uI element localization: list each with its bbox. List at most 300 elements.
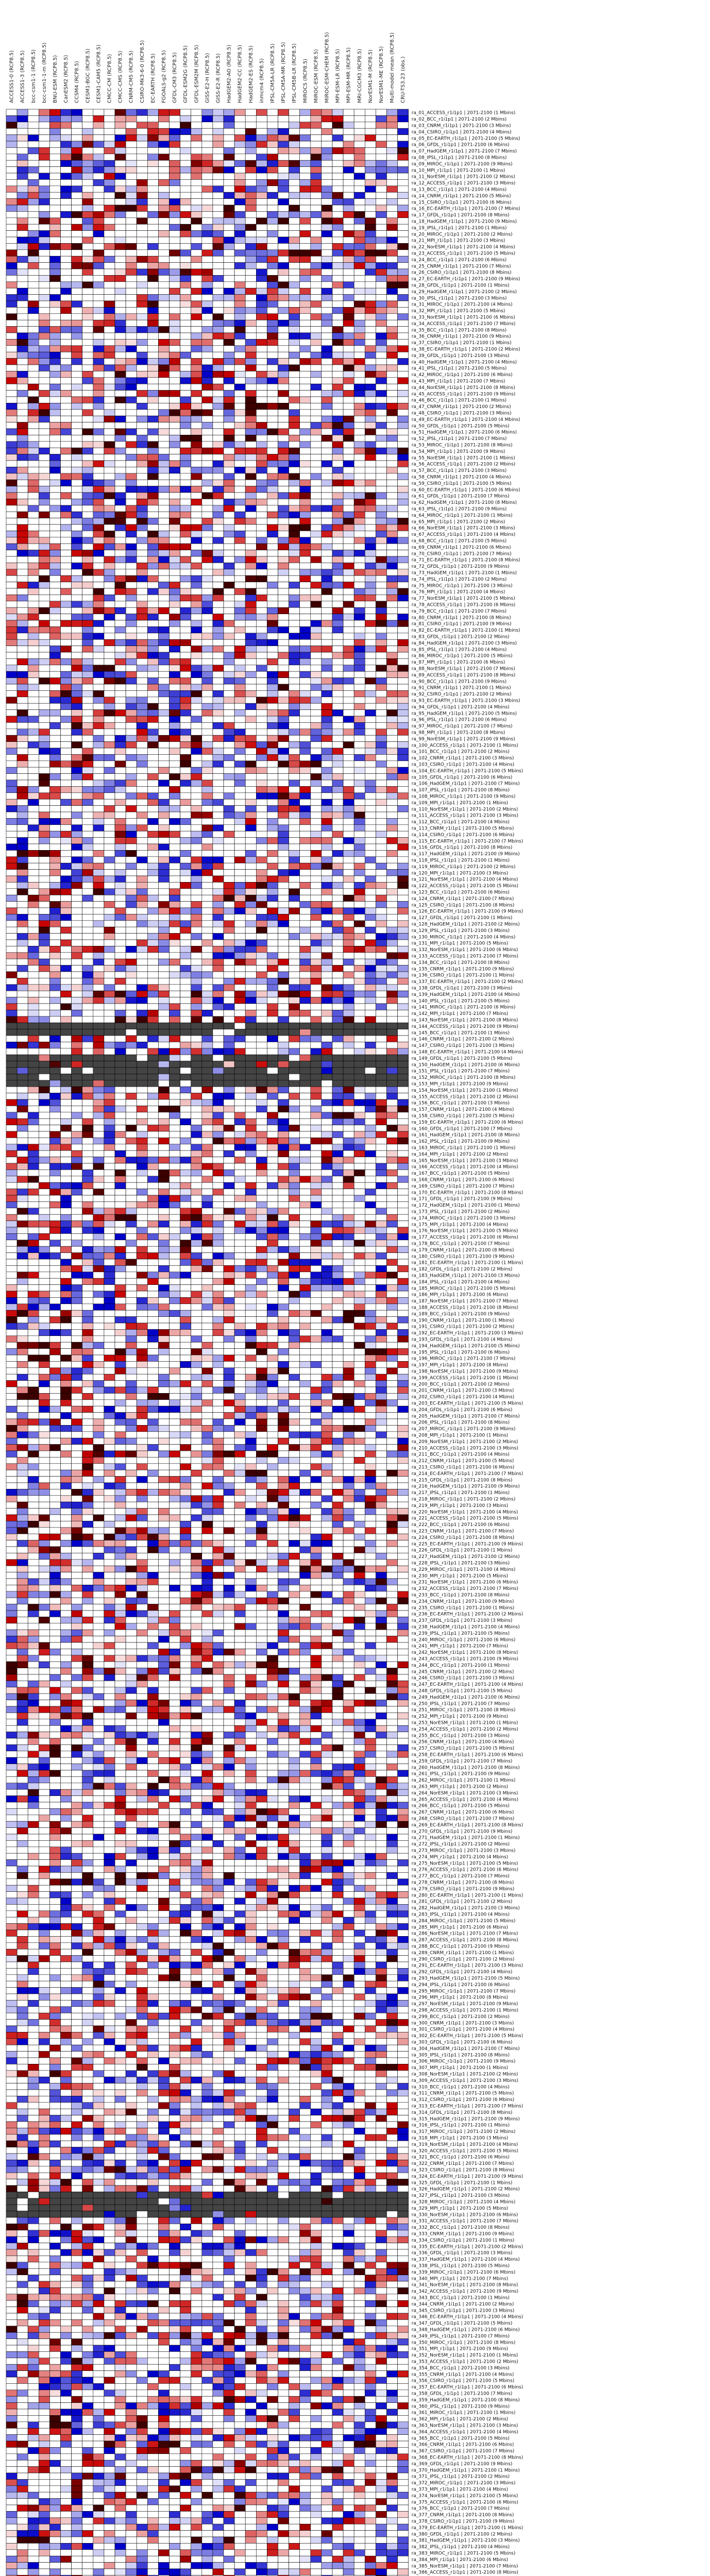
- heatmap-cell: [343, 652, 354, 658]
- heatmap-cell: [28, 250, 39, 256]
- heatmap-cell: [137, 652, 147, 658]
- heatmap-cell: [61, 135, 72, 141]
- heatmap-cell: [343, 397, 354, 403]
- heatmap-cell: [104, 889, 115, 895]
- heatmap-cell: [104, 544, 115, 550]
- heatmap-cell: [191, 327, 202, 333]
- heatmap-cell: [6, 825, 17, 831]
- heatmap-cell: [82, 684, 93, 690]
- heatmap-cell: [104, 940, 115, 946]
- heatmap-cell: [376, 186, 386, 192]
- heatmap-cell: [104, 742, 115, 748]
- heatmap-cell: [158, 250, 169, 256]
- heatmap-cell: [332, 422, 343, 429]
- heatmap-cell: [191, 505, 202, 512]
- heatmap-cell: [387, 742, 398, 748]
- heatmap-cell: [137, 646, 147, 652]
- heatmap-cell: [311, 467, 322, 473]
- heatmap-cell: [180, 531, 191, 537]
- heatmap-cell: [61, 914, 72, 920]
- heatmap-cell: [300, 384, 311, 390]
- heatmap-cell: [104, 499, 115, 505]
- heatmap-cell: [202, 748, 213, 754]
- heatmap-cell: [72, 524, 82, 531]
- heatmap-cell: [234, 115, 245, 122]
- heatmap-cell: [61, 588, 72, 595]
- heatmap-cell: [72, 352, 82, 358]
- heatmap-cell: [191, 895, 202, 901]
- heatmap-cell: [267, 742, 278, 748]
- heatmap-cell: [311, 806, 322, 812]
- heatmap-cell: [28, 812, 39, 818]
- heatmap-cell: [267, 135, 278, 141]
- heatmap-cell: [278, 927, 289, 933]
- heatmap-cell: [93, 461, 104, 467]
- heatmap-cell: [387, 346, 398, 352]
- heatmap-cell: [300, 505, 311, 512]
- column-label: IPSL-CM5A-MR (RCP8.5): [281, 42, 287, 103]
- heatmap-cell: [93, 391, 104, 397]
- heatmap-cell: [49, 179, 60, 185]
- heatmap-cell: [39, 607, 49, 614]
- heatmap-cell: [137, 882, 147, 888]
- heatmap-cell: [311, 729, 322, 735]
- heatmap-cell: [354, 927, 365, 933]
- heatmap-cell: [245, 275, 256, 281]
- heatmap-cell: [322, 442, 332, 448]
- heatmap-cell: [365, 263, 376, 269]
- heatmap-cell: [278, 639, 289, 646]
- heatmap-cell: [256, 902, 267, 908]
- heatmap-cell: [256, 799, 267, 805]
- heatmap-cell: [398, 505, 409, 512]
- heatmap-cell: [398, 128, 409, 134]
- heatmap-cell: [311, 314, 322, 320]
- heatmap-cell: [126, 154, 137, 160]
- heatmap-cell: [104, 626, 115, 633]
- heatmap-cell: [115, 512, 126, 518]
- heatmap-cell: [61, 595, 72, 601]
- heatmap-cell: [278, 588, 289, 595]
- heatmap-cell: [202, 806, 213, 812]
- heatmap-cell: [354, 243, 365, 249]
- heatmap-cell: [398, 761, 409, 767]
- heatmap-cell: [245, 646, 256, 652]
- heatmap-cell: [234, 320, 245, 326]
- heatmap-cell: [398, 410, 409, 416]
- heatmap-cell: [137, 902, 147, 908]
- heatmap-cell: [115, 927, 126, 933]
- heatmap-cell: [72, 607, 82, 614]
- heatmap-cell: [300, 544, 311, 550]
- heatmap-cell: [72, 537, 82, 544]
- heatmap-cell: [72, 921, 82, 927]
- heatmap-cell: [126, 940, 137, 946]
- heatmap-cell: [245, 224, 256, 230]
- heatmap-cell: [245, 512, 256, 518]
- heatmap-cell: [17, 780, 28, 786]
- heatmap-cell: [278, 282, 289, 288]
- heatmap-cell: [137, 231, 147, 237]
- heatmap-cell: [256, 914, 267, 920]
- heatmap-cell: [213, 793, 224, 799]
- heatmap-cell: [104, 838, 115, 844]
- heatmap-cell: [147, 716, 158, 722]
- heatmap-cell: [234, 307, 245, 313]
- heatmap-cell: [256, 256, 267, 262]
- heatmap-cell: [332, 205, 343, 211]
- heatmap-cell: [278, 384, 289, 390]
- heatmap-cell: [289, 550, 300, 556]
- heatmap-cell: [343, 186, 354, 192]
- heatmap-cell: [387, 569, 398, 575]
- heatmap-cell: [234, 601, 245, 607]
- heatmap-cell: [147, 921, 158, 927]
- heatmap-cell: [104, 690, 115, 697]
- heatmap-cell: [82, 601, 93, 607]
- heatmap-cell: [365, 620, 376, 626]
- heatmap-cell: [61, 633, 72, 639]
- heatmap-cell: [202, 397, 213, 403]
- heatmap-cell: [224, 722, 234, 728]
- heatmap-cell: [398, 154, 409, 160]
- heatmap-cell: [126, 556, 137, 563]
- heatmap-cell: [104, 793, 115, 799]
- heatmap-cell: [376, 288, 386, 294]
- heatmap-cell: [137, 339, 147, 345]
- heatmap-cell: [104, 160, 115, 166]
- heatmap-cell: [354, 710, 365, 716]
- heatmap-cell: [82, 480, 93, 486]
- heatmap-cell: [115, 818, 126, 824]
- heatmap-cell: [137, 620, 147, 626]
- heatmap-cell: [245, 141, 256, 147]
- heatmap-cell: [365, 690, 376, 697]
- heatmap-cell: [398, 454, 409, 461]
- heatmap-cell: [322, 556, 332, 563]
- heatmap-cell: [72, 359, 82, 365]
- heatmap-cell: [224, 359, 234, 365]
- heatmap-cell: [126, 786, 137, 792]
- heatmap-cell: [322, 633, 332, 639]
- heatmap-cell: [256, 122, 267, 128]
- heatmap-cell: [278, 473, 289, 480]
- heatmap-cell: [354, 626, 365, 633]
- heatmap-cell: [126, 359, 137, 365]
- heatmap-cell: [289, 179, 300, 185]
- heatmap-cell: [170, 365, 180, 371]
- heatmap-cell: [398, 397, 409, 403]
- heatmap-cell: [191, 416, 202, 422]
- heatmap-cell: [213, 263, 224, 269]
- heatmap-cell: [82, 703, 93, 709]
- heatmap-cell: [104, 684, 115, 690]
- heatmap-cell: [376, 799, 386, 805]
- heatmap-cell: [72, 703, 82, 709]
- heatmap-cell: [398, 927, 409, 933]
- heatmap-cell: [82, 531, 93, 537]
- heatmap-cell: [267, 793, 278, 799]
- heatmap-cell: [365, 544, 376, 550]
- heatmap-cell: [398, 620, 409, 626]
- heatmap-cell: [180, 333, 191, 339]
- heatmap-cell: [104, 633, 115, 639]
- heatmap-cell: [158, 115, 169, 122]
- heatmap-cell: [158, 742, 169, 748]
- heatmap-cell: [322, 678, 332, 684]
- heatmap-cell: [343, 403, 354, 409]
- heatmap-cell: [137, 774, 147, 780]
- heatmap-cell: [49, 448, 60, 454]
- heatmap-cell: [158, 397, 169, 403]
- heatmap-cell: [398, 895, 409, 901]
- heatmap-cell: [104, 442, 115, 448]
- heatmap-cell: [180, 122, 191, 128]
- heatmap-cell: [126, 205, 137, 211]
- heatmap-cell: [332, 786, 343, 792]
- heatmap-cell: [158, 921, 169, 927]
- heatmap-cell: [61, 908, 72, 914]
- heatmap-cell: [49, 722, 60, 728]
- heatmap-cell: [245, 806, 256, 812]
- heatmap-cell: [311, 588, 322, 595]
- heatmap-cell: [376, 141, 386, 147]
- heatmap-cell: [104, 863, 115, 869]
- heatmap-cell: [234, 639, 245, 646]
- heatmap-cell: [28, 397, 39, 403]
- heatmap-cell: [343, 722, 354, 728]
- heatmap-cell: [28, 359, 39, 365]
- heatmap-cell: [332, 742, 343, 748]
- heatmap-cell: [39, 109, 49, 115]
- heatmap-cell: [147, 857, 158, 863]
- heatmap-cell: [180, 147, 191, 154]
- heatmap-cell: [224, 135, 234, 141]
- heatmap-cell: [49, 295, 60, 301]
- heatmap-cell: [289, 754, 300, 760]
- heatmap-cell: [158, 186, 169, 192]
- heatmap-cell: [398, 512, 409, 518]
- heatmap-cell: [17, 742, 28, 748]
- heatmap-cell: [158, 429, 169, 435]
- heatmap-cell: [245, 524, 256, 531]
- heatmap-cell: [28, 895, 39, 901]
- heatmap-cell: [49, 256, 60, 262]
- heatmap-cell: [245, 429, 256, 435]
- heatmap-cell: [39, 633, 49, 639]
- heatmap-cell: [322, 601, 332, 607]
- heatmap-cell: [343, 167, 354, 173]
- heatmap-cell: [224, 486, 234, 493]
- heatmap-cell: [137, 729, 147, 735]
- heatmap-cell: [104, 678, 115, 684]
- heatmap-cell: [170, 908, 180, 914]
- heatmap-cell: [28, 658, 39, 665]
- heatmap-cell: [170, 652, 180, 658]
- heatmap-cell: [398, 218, 409, 224]
- heatmap-cell: [137, 282, 147, 288]
- heatmap-cell: [376, 473, 386, 480]
- heatmap-cell: [191, 652, 202, 658]
- heatmap-cell: [72, 403, 82, 409]
- heatmap-cell: [170, 550, 180, 556]
- heatmap-cell: [267, 563, 278, 569]
- heatmap-cell: [300, 442, 311, 448]
- heatmap-cell: [343, 115, 354, 122]
- heatmap-cell: [278, 722, 289, 728]
- heatmap-cell: [387, 716, 398, 722]
- heatmap-cell: [147, 173, 158, 179]
- heatmap-cell: [267, 531, 278, 537]
- heatmap-cell: [245, 550, 256, 556]
- heatmap-cell: [398, 940, 409, 946]
- heatmap-cell: [126, 327, 137, 333]
- heatmap-cell: [158, 109, 169, 115]
- heatmap-cell: [49, 128, 60, 134]
- heatmap-cell: [72, 812, 82, 818]
- heatmap-cell: [104, 806, 115, 812]
- heatmap-cell: [300, 870, 311, 876]
- heatmap-cell: [278, 633, 289, 639]
- heatmap-cell: [72, 173, 82, 179]
- heatmap-cell: [245, 716, 256, 722]
- heatmap-cell: [49, 665, 60, 671]
- heatmap-cell: [126, 870, 137, 876]
- heatmap-cell: [289, 588, 300, 595]
- heatmap-cell: [234, 147, 245, 154]
- heatmap-cell: [115, 480, 126, 486]
- heatmap-cell: [343, 607, 354, 614]
- heatmap-cell: [398, 934, 409, 940]
- heatmap-cell: [126, 793, 137, 799]
- heatmap-cell: [170, 582, 180, 588]
- heatmap-cell: [28, 282, 39, 288]
- heatmap-cell: [170, 569, 180, 575]
- heatmap-cell: [6, 403, 17, 409]
- heatmap-cell: [39, 831, 49, 837]
- heatmap-cell: [158, 658, 169, 665]
- heatmap-cell: [234, 556, 245, 563]
- heatmap-cell: [332, 722, 343, 728]
- heatmap-cell: [398, 735, 409, 741]
- heatmap-cell: [72, 595, 82, 601]
- heatmap-cell: [322, 754, 332, 760]
- heatmap-cell: [6, 626, 17, 633]
- heatmap-cell: [332, 857, 343, 863]
- heatmap-cell: [191, 774, 202, 780]
- heatmap-cell: [354, 799, 365, 805]
- heatmap-cell: [93, 416, 104, 422]
- heatmap-cell: [234, 454, 245, 461]
- heatmap-cell: [256, 295, 267, 301]
- heatmap-cell: [28, 729, 39, 735]
- heatmap-cell: [39, 473, 49, 480]
- heatmap-cell: [158, 473, 169, 480]
- heatmap-cell: [49, 761, 60, 767]
- heatmap-cell: [398, 371, 409, 377]
- heatmap-cell: [332, 895, 343, 901]
- heatmap-cell: [180, 652, 191, 658]
- heatmap-cell: [365, 646, 376, 652]
- heatmap-cell: [387, 825, 398, 831]
- heatmap-cell: [158, 416, 169, 422]
- heatmap-cell: [311, 371, 322, 377]
- heatmap-cell: [170, 703, 180, 709]
- heatmap-cell: [387, 665, 398, 671]
- heatmap-cell: [28, 876, 39, 882]
- heatmap-cell: [398, 288, 409, 294]
- heatmap-cell: [224, 250, 234, 256]
- heatmap-cell: [191, 735, 202, 741]
- heatmap-cell: [343, 461, 354, 467]
- heatmap-cell: [191, 940, 202, 946]
- heatmap-cell: [398, 263, 409, 269]
- heatmap-cell: [343, 224, 354, 230]
- heatmap-cell: [49, 480, 60, 486]
- heatmap-cell: [376, 850, 386, 856]
- heatmap-cell: [72, 199, 82, 205]
- heatmap-cell: [256, 448, 267, 454]
- heatmap-cell: [104, 780, 115, 786]
- heatmap-cell: [17, 403, 28, 409]
- heatmap-cell: [202, 742, 213, 748]
- heatmap-cell: [147, 786, 158, 792]
- heatmap-cell: [137, 147, 147, 154]
- heatmap-cell: [147, 870, 158, 876]
- heatmap-cell: [170, 435, 180, 441]
- heatmap-cell: [170, 422, 180, 429]
- heatmap-cell: [224, 192, 234, 198]
- heatmap-cell: [278, 403, 289, 409]
- heatmap-cell: [332, 173, 343, 179]
- heatmap-cell: [115, 167, 126, 173]
- heatmap-cell: [256, 524, 267, 531]
- heatmap-cell: [170, 575, 180, 582]
- heatmap-cell: [300, 467, 311, 473]
- heatmap-cell: [147, 563, 158, 569]
- heatmap-cell: [39, 352, 49, 358]
- heatmap-cell: [289, 850, 300, 856]
- heatmap-cell: [332, 435, 343, 441]
- heatmap-cell: [93, 115, 104, 122]
- heatmap-cell: [17, 269, 28, 275]
- heatmap-cell: [28, 505, 39, 512]
- heatmap-cell: [300, 595, 311, 601]
- heatmap-cell: [224, 256, 234, 262]
- heatmap-cell: [17, 761, 28, 767]
- heatmap-cell: [376, 946, 386, 952]
- heatmap-cell: [49, 346, 60, 352]
- heatmap-cell: [180, 633, 191, 639]
- heatmap-cell: [234, 397, 245, 403]
- heatmap-cell: [202, 588, 213, 595]
- heatmap-cell: [39, 211, 49, 217]
- heatmap-cell: [6, 384, 17, 390]
- heatmap-cell: [398, 786, 409, 792]
- heatmap-cell: [170, 448, 180, 454]
- heatmap-cell: [191, 192, 202, 198]
- heatmap-cell: [354, 863, 365, 869]
- heatmap-cell: [191, 333, 202, 339]
- heatmap-cell: [354, 384, 365, 390]
- heatmap-cell: [147, 658, 158, 665]
- heatmap-cell: [300, 895, 311, 901]
- heatmap-cell: [213, 857, 224, 863]
- heatmap-cell: [137, 857, 147, 863]
- heatmap-cell: [61, 295, 72, 301]
- heatmap-cell: [343, 646, 354, 652]
- heatmap-cell: [376, 320, 386, 326]
